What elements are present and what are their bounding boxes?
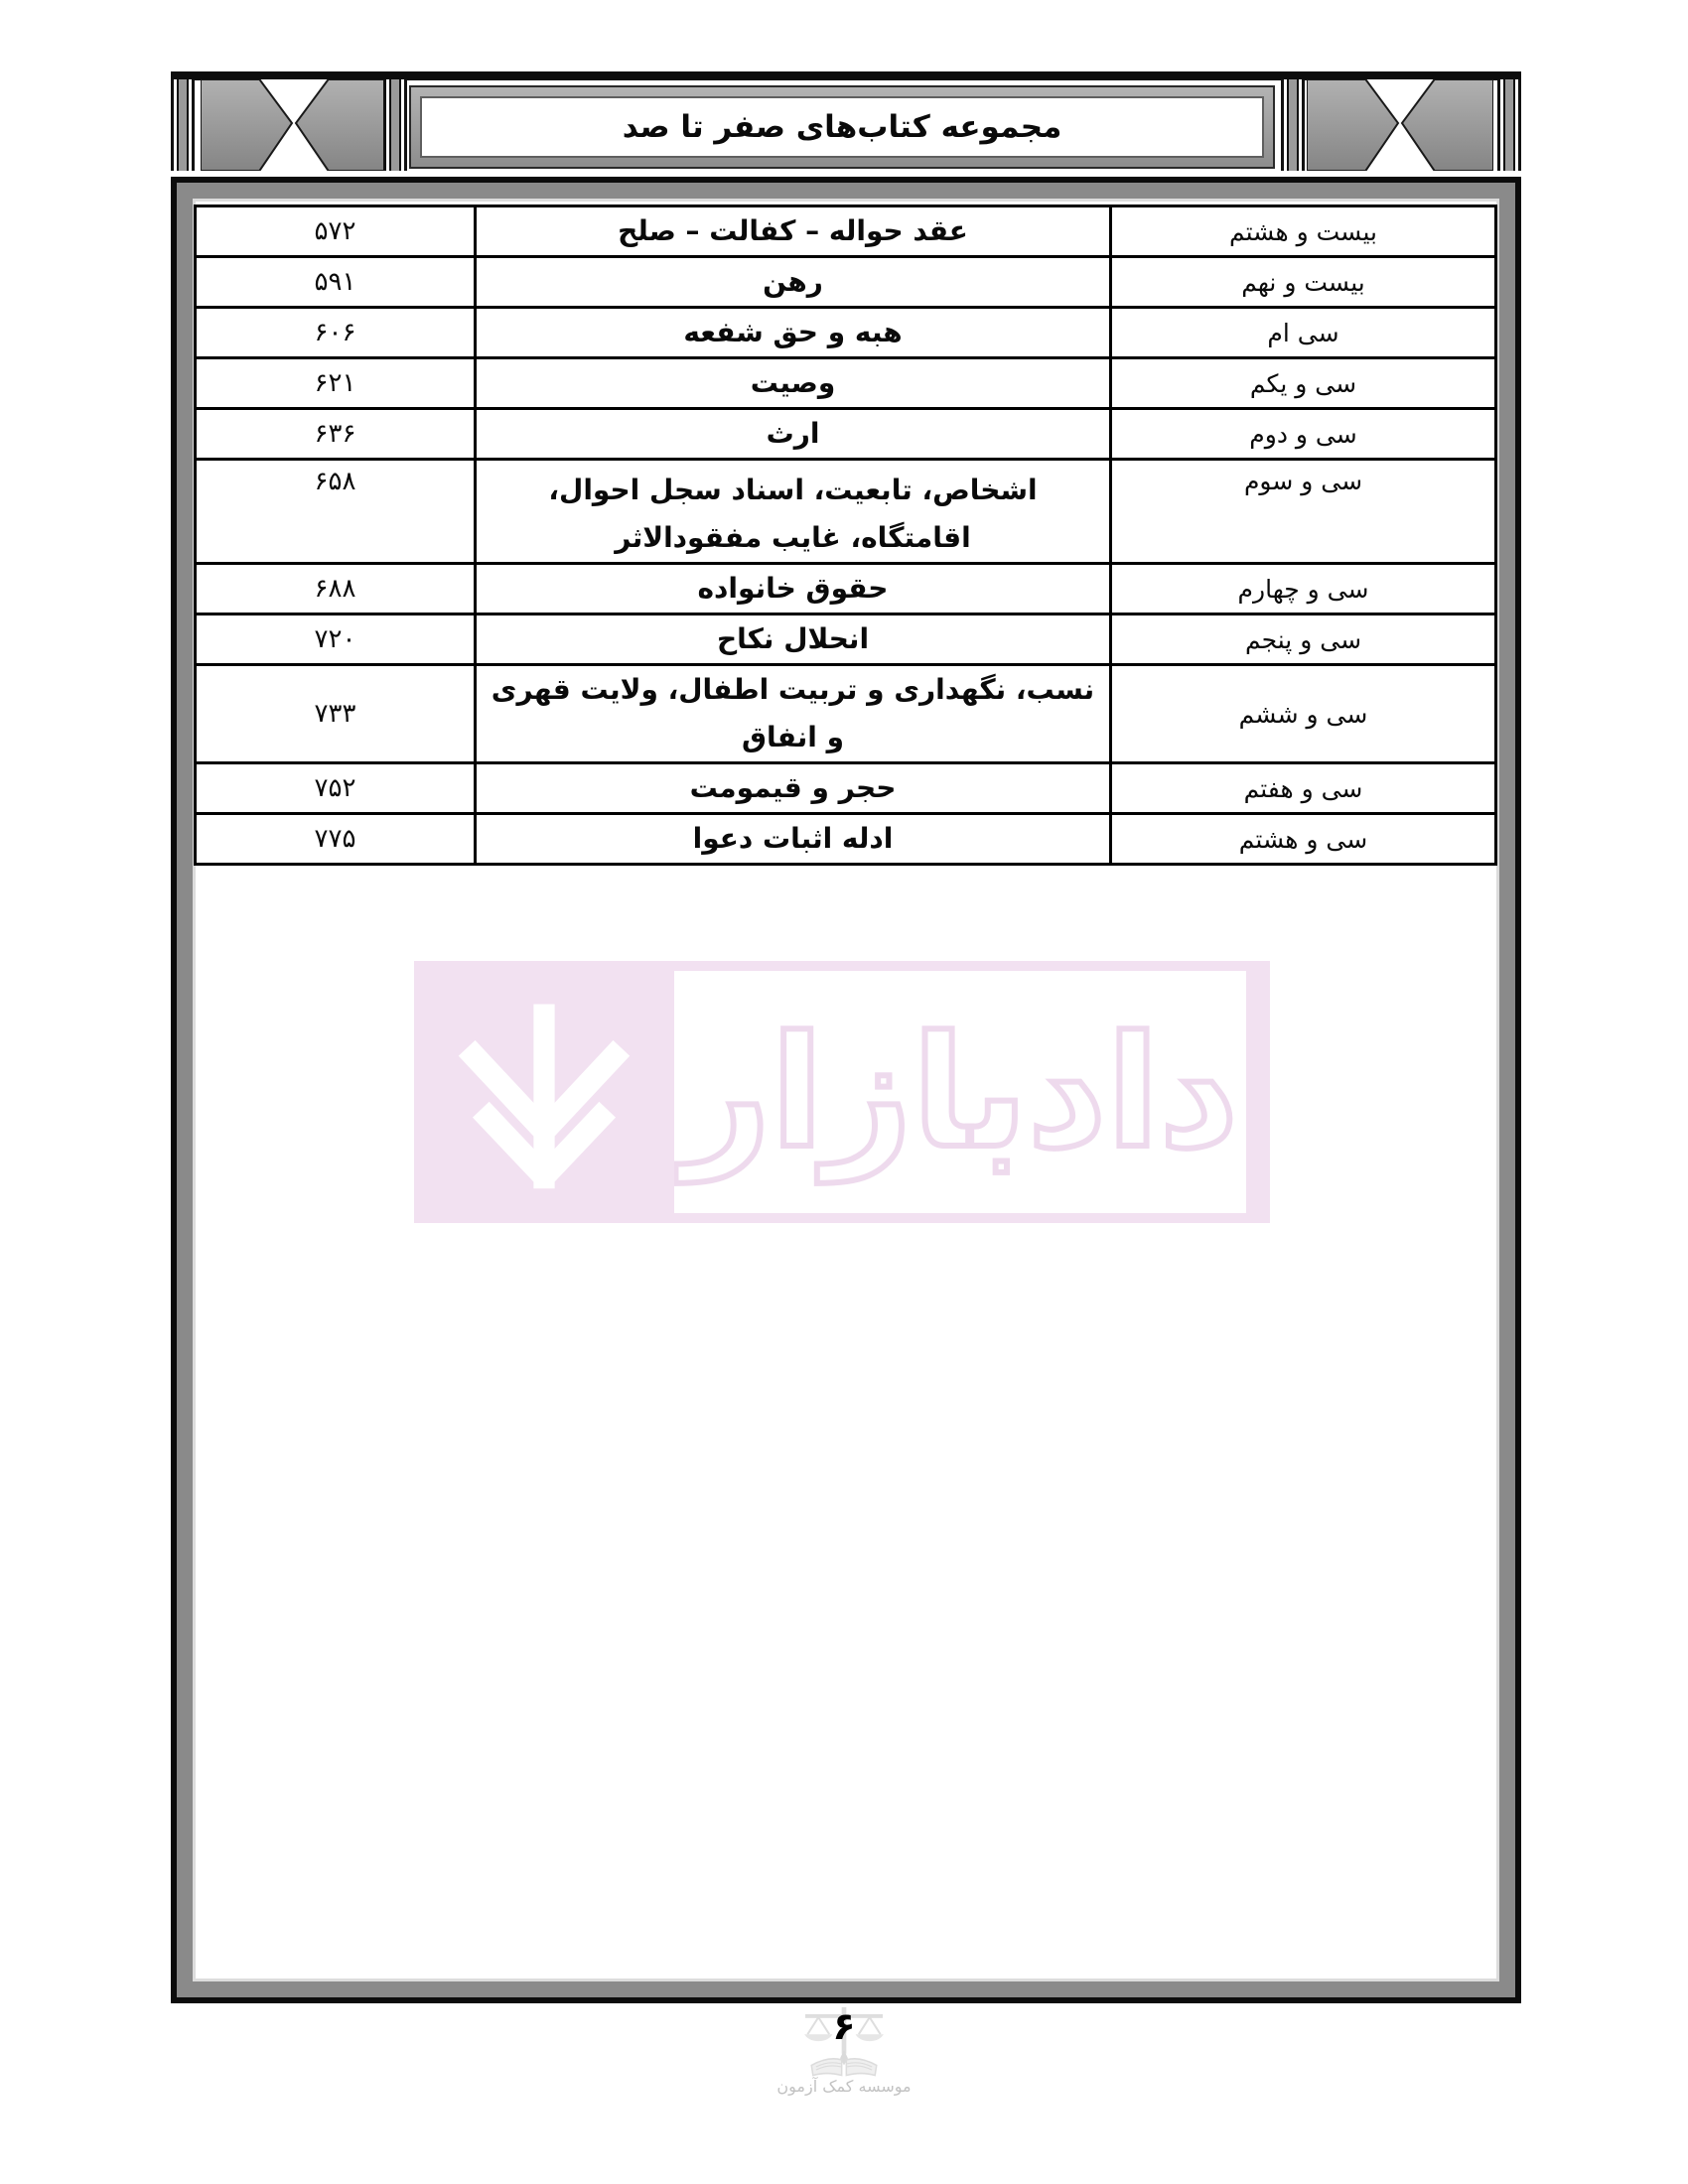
page-number: ۶ [832,2004,856,2048]
table-row [196,665,1496,763]
banner-hourglass-left-icon [201,79,387,171]
title-cell: حجر و قیمومت [476,763,1111,814]
title-cell: ادله اثبات دعوا [476,814,1111,865]
page-cell: ۶۳۶ [196,409,476,460]
banner-stripe-far-right [1497,79,1521,171]
table-row [196,409,1496,460]
table-row [196,763,1496,814]
chapter-cell: سی و پنجم [1111,614,1496,665]
title-cell: عقد حواله – کفالت – صلح [476,206,1111,257]
banner-hourglass-right-icon [1307,79,1493,171]
chapter-cell: بیست و هشتم [1111,206,1496,257]
chapter-cell: سی و هفتم [1111,763,1496,814]
chapter-cell: سی ام [1111,308,1496,358]
title-cell: انحلال نکاح [476,614,1111,665]
page-cell: ۶۰۶ [196,308,476,358]
chapter-cell: بیست و نهم [1111,257,1496,308]
banner-title-box [409,85,1275,169]
contents-table [194,205,1497,866]
title-cell: رهن [476,257,1111,308]
table-row [196,358,1496,409]
page-title: مجموعه کتاب‌های صفر تا صد [622,109,1062,145]
page-cell: ۶۲۱ [196,358,476,409]
title-cell: نسب، نگهداری و تربیت اطفال، ولایت قهری و انفاق [476,665,1111,763]
page-cell: ۶۵۸ [196,460,476,564]
page-cell: ۷۲۰ [196,614,476,665]
page-cell: ۷۳۳ [196,665,476,763]
chapter-cell: سی و ششم [1111,665,1496,763]
title-cell: هبه و حق شفعه [476,308,1111,358]
banner-title-inner [420,96,1264,158]
footer-caption: موسسه کمک آزمون [776,2077,912,2096]
title-cell: ارث [476,409,1111,460]
table-row [196,308,1496,358]
title-cell: حقوق خانواده [476,564,1111,614]
page-cell: ۷۵۲ [196,763,476,814]
page-cell: ۷۷۵ [196,814,476,865]
chapter-cell: سی و دوم [1111,409,1496,460]
chapter-cell: سی و یکم [1111,358,1496,409]
table-row [196,564,1496,614]
watermark-text-box [674,971,1246,1213]
table-row [196,460,1496,564]
table-row [196,614,1496,665]
watermark [414,961,1270,1223]
page-cell: ۶۸۸ [196,564,476,614]
page-cell: ۵۷۲ [196,206,476,257]
chapter-cell: سی و هشتم [1111,814,1496,865]
banner-stripe-left [383,79,407,171]
table-row [196,257,1496,308]
table-row [196,206,1496,257]
dadbazar-logo-icon [414,961,674,1223]
table-row [196,814,1496,865]
title-cell: اشخاص، تابعیت، اسناد سجل احوال، اقامتگاه، غایب مفقودالاثر [476,460,1111,564]
chapter-cell: سی و چهارم [1111,564,1496,614]
banner-stripe-far-left [171,79,195,171]
banner-stripe-right [1281,79,1305,171]
watermark-text: دادبازار [681,1002,1239,1182]
chapter-cell: سی و سوم [1111,460,1496,564]
page-cell: ۵۹۱ [196,257,476,308]
title-cell: وصیت [476,358,1111,409]
